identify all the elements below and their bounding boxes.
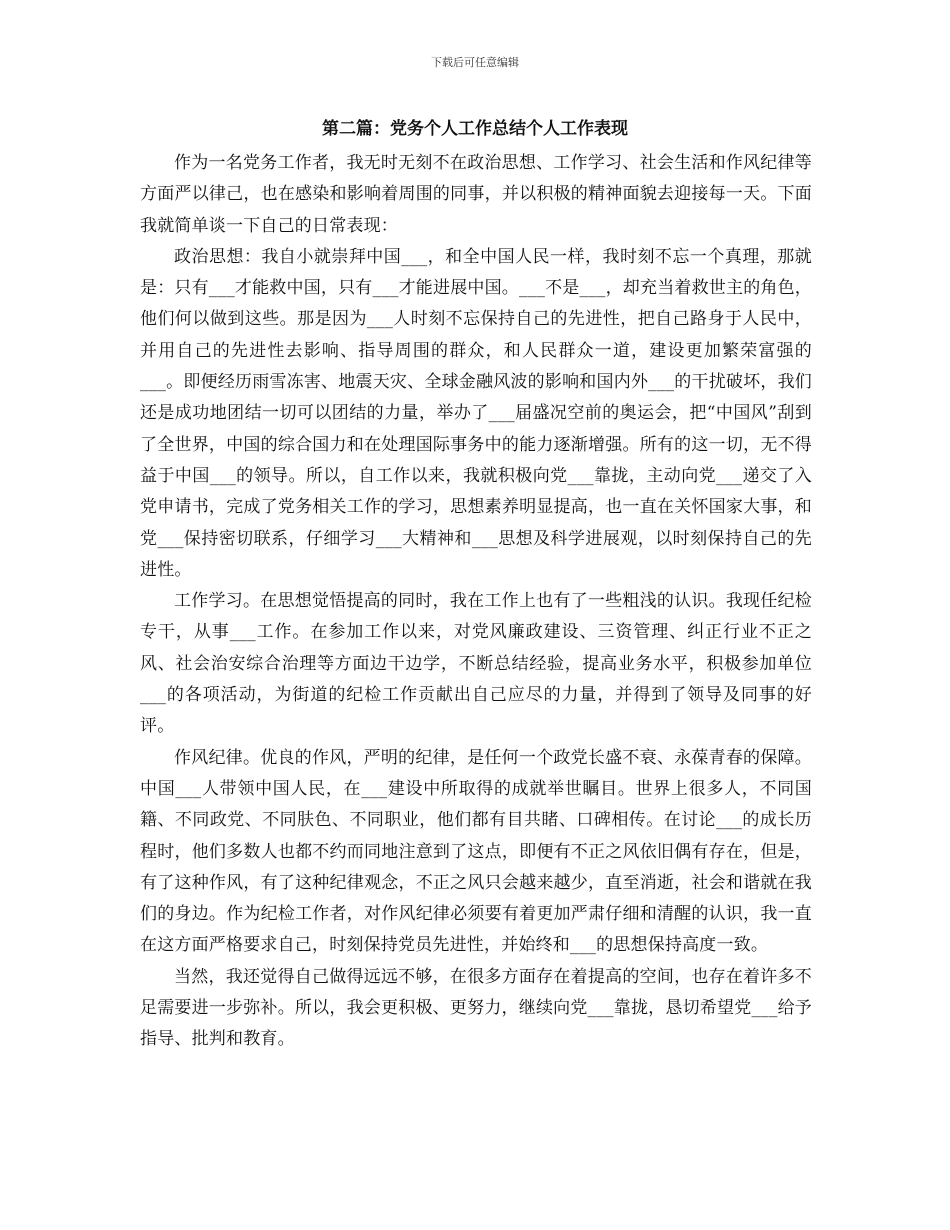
- paragraph-political-thought: 政治思想：我自小就崇拜中国___，和全中国人民一样，我时刻不忘一个真理，那就是：只有___才能救中国，只有___才能进展中国。___不是___，却充当着救世主的角色，他们何以做到这些。那是因为___人时刻不忘保持自己的先进性，把自己路身于人民中，并用自己的先进性去影响、指导周围的群众，和人民群众一道，建设更加繁荣富强的___。即便经历雨雪冻害、地震天灾、全球金融风波的影响和国内外___的干扰破坏，我们还是成功地团结一切可以团结的力量，举办了___届盛况空前的奥运会，把“中国风”刮到了全世界，中国的综合国力和在处理国际事务中的能力逐渐增强。所有的这一切，无不得益于中国___的领导。所以，自工作以来，我就积极向党___靠拢，主动向党___递交了入党申请书，完成了党务相关工作的学习，思想素养明显提高，也一直在关怀国家大事，和党___保持密切联系，仔细学习___大精神和___思想及科学进展观，以时刻保持自己的先进性。: [140, 246, 812, 580]
- document-body: [140, 148, 812, 1056]
- paragraph-conclusion: 当然，我还觉得自己做得远远不够，在很多方面存在着提高的空间，也存在着许多不足需要进一步弥补。所以，我会更积极、更努力，继续向党___靠拢，恳切希望党___给予指导、批判和教育。: [140, 966, 812, 1050]
- document-title: 第二篇：党务个人工作总结个人工作表现: [322, 119, 628, 139]
- paragraph-intro: 作为一名党务工作者，我无时无刻不在政治思想、工作学习、社会生活和作风纪律等方面严以律己，也在感染和影响着周围的同事，并以积极的精神面貌去迎接每一天。下面我就简单谈一下自己的日常表现：: [140, 153, 812, 236]
- header-note: 下载后可任意编辑: [431, 56, 519, 69]
- paragraph-work-style-discipline: 作风纪律。优良的作风，严明的纪律，是任何一个政党长盛不衰、永葆青春的保障。中国___人带领中国人民，在___建设中所取得的成就举世瞩目。世界上很多人，不同国籍、不同政党、不同肤色、不同职业，他们都有目共睹、口碑相传。在讨论___的成长历程时，他们多数人也都不约而同地注意到了这点，即便有不正之风依旧偶有存在，但是，有了这种作风，有了这种纪律观念，不正之风只会越来越少，直至消逝，社会和谐就在我们的身边。作为纪检工作者，对作风纪律必须要有着更加严肃仔细和清醒的认识，我一直在这方面严格要求自己，时刻保持党员先进性，并始终和___的思想保持高度一致。: [140, 747, 812, 956]
- paragraph-work-study: 工作学习。在思想觉悟提高的同时，我在工作上也有了一些粗浅的认识。我现任纪检专干，从事___工作。在参加工作以来，对党风廉政建设、三资管理、纠正行业不正之风、社会治安综合治理等方面边干边学，不断总结经验，提高业务水平，积极参加单位___的各项活动，为街道的纪检工作贡献出自己应尽的力量，并得到了领导及同事的好评。: [140, 591, 812, 737]
